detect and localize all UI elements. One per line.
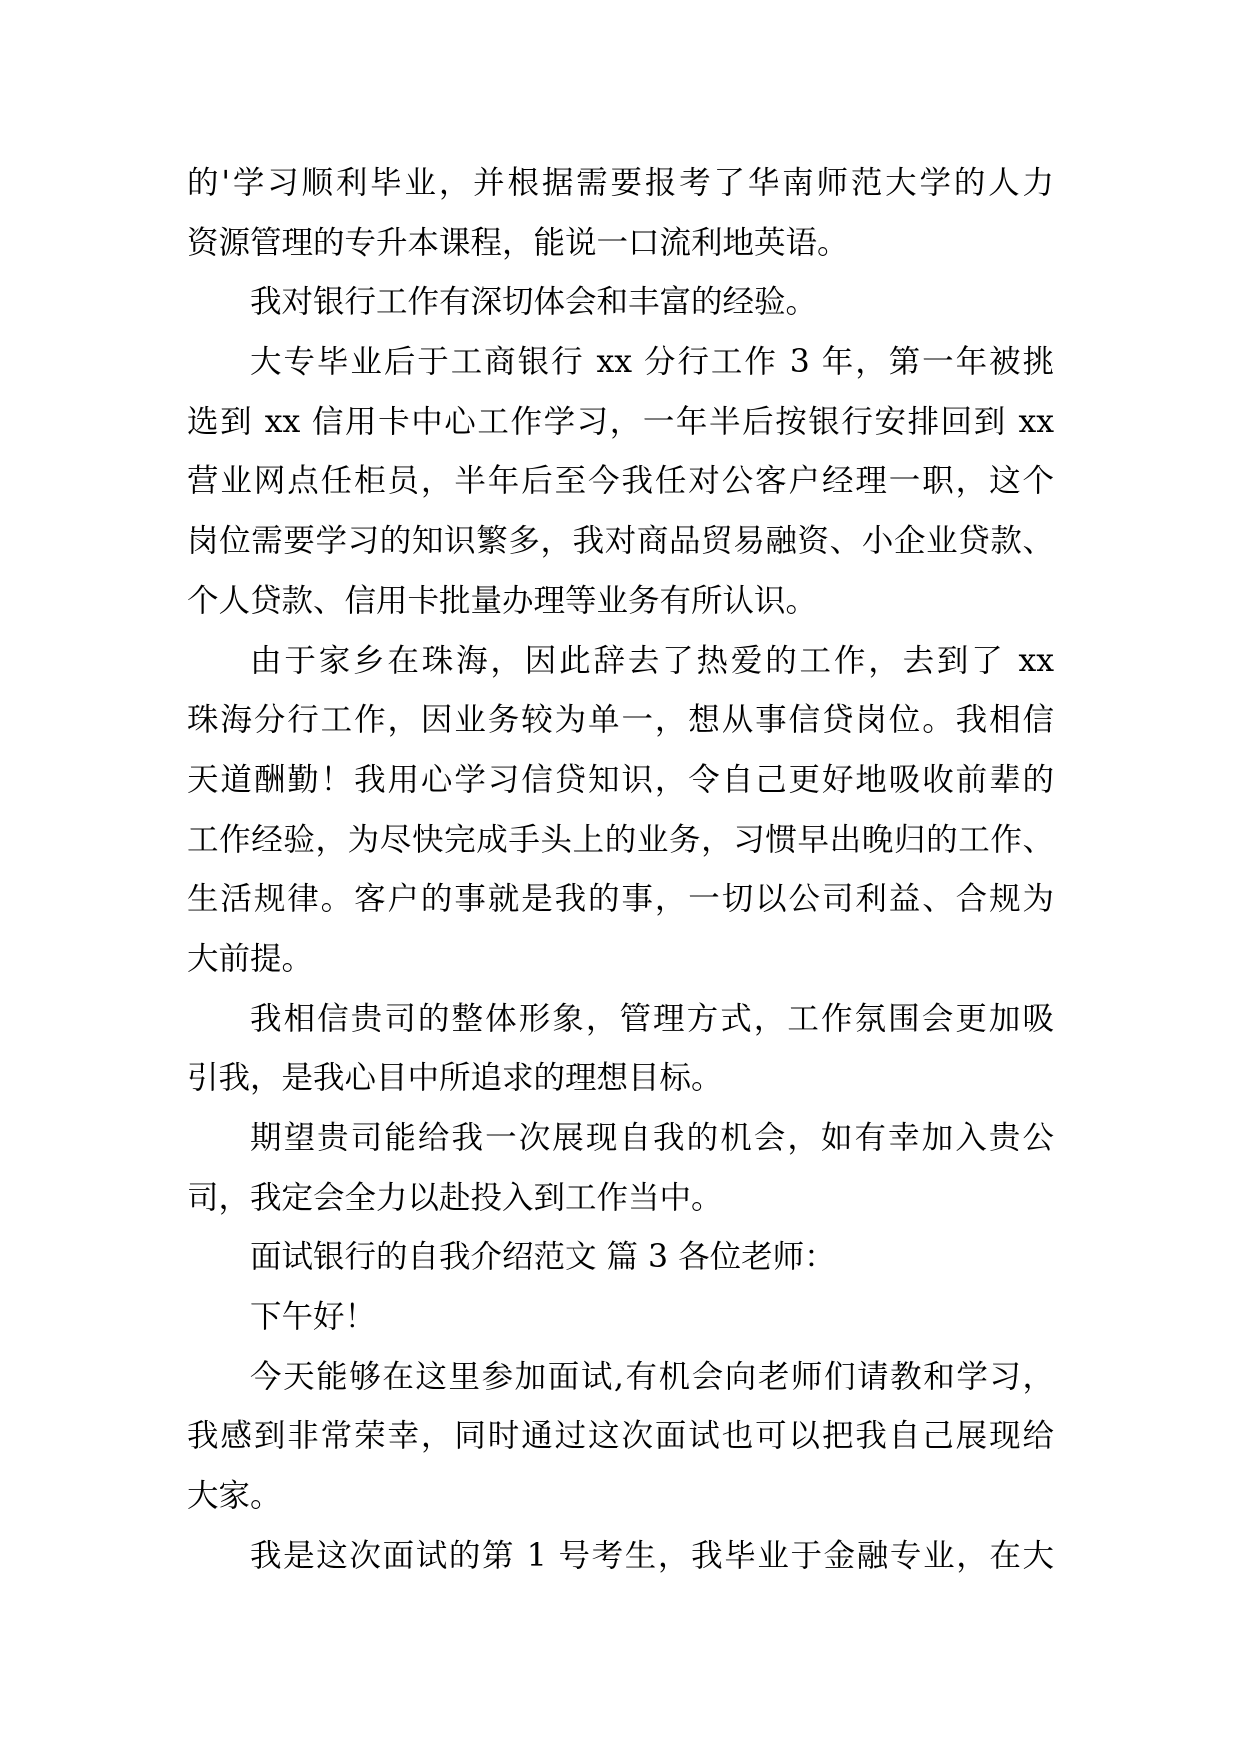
text-line: 我对银行工作有深切体会和丰富的经验。 xyxy=(250,284,818,321)
text-line: 引我，是我心目中所追求的理想目标。 xyxy=(187,1060,723,1097)
text-line: 个人贷款、信用卡批量办理等业务有所认识。 xyxy=(187,582,818,619)
text-line: 我感到非常荣幸，同时通过这次面试也可以把我自己展现给 xyxy=(187,1418,1054,1455)
text-line: 天道酬勤！我用心学习信贷知识，令自己更好地吸收前辈的 xyxy=(187,761,1054,798)
paragraph-continued xyxy=(187,154,1054,273)
greeting xyxy=(187,1288,1054,1348)
text-line: 面试银行的自我介绍范文 篇 3 各位老师： xyxy=(250,1239,836,1276)
text-line: 资源管理的专升本课程，能说一口流利地英语。 xyxy=(187,224,849,261)
text-line: 岗位需要学习的知识繁多，我对商品贸易融资、小企业贷款、 xyxy=(187,523,1054,560)
paragraph xyxy=(187,1348,1054,1527)
text-line: 的'学习顺利毕业，并根据需要报考了华南师范大学的人力 xyxy=(187,165,1054,201)
text-line: 大专毕业后于工商银行 xx 分行工作 3 年，第一年被挑 xyxy=(250,344,1054,381)
text-line: 期望贵司能给我一次展现自我的机会，如有幸加入贵公 xyxy=(250,1120,1054,1156)
paragraph-continues-next-page xyxy=(187,1527,1054,1587)
text-line: 司，我定会全力以赴投入到工作当中。 xyxy=(187,1179,723,1216)
text-line: 我相信贵司的整体形象，管理方式，工作氛围会更加吸 xyxy=(250,1000,1054,1037)
text-line: 我是这次面试的第 1 号考生，我毕业于金融专业，在大 xyxy=(250,1537,1054,1574)
text-line: 大家。 xyxy=(187,1478,282,1515)
text-line: 营业网点任柜员，半年后至今我任对公客户经理一职，这个 xyxy=(187,463,1054,500)
text-line: 工作经验，为尽快完成手头上的业务，习惯早出晚归的工作、 xyxy=(187,821,1054,858)
paragraph xyxy=(187,632,1054,990)
paragraph xyxy=(187,273,1054,333)
text-line: 大前提。 xyxy=(187,940,314,977)
text-line: 今天能够在这里参加面试,有机会向老师们请教和学习， xyxy=(250,1358,1054,1395)
text-line: 下午好！ xyxy=(250,1299,377,1336)
text-line: 由于家乡在珠海，因此辞去了热爱的工作，去到了 xx xyxy=(250,642,1054,679)
paragraph xyxy=(187,333,1054,631)
text-line: 选到 xx 信用卡中心工作学习，一年半后按银行安排回到 xx xyxy=(187,403,1054,440)
document-body xyxy=(187,154,1054,1587)
text-line: 生活规律。客户的事就是我的事，一切以公司利益、合规为 xyxy=(187,881,1054,918)
paragraph xyxy=(187,990,1054,1109)
text-line: 珠海分行工作，因业务较为单一，想从事信贷岗位。我相信 xyxy=(187,702,1054,739)
section-heading xyxy=(187,1228,1054,1288)
paragraph xyxy=(187,1109,1054,1228)
